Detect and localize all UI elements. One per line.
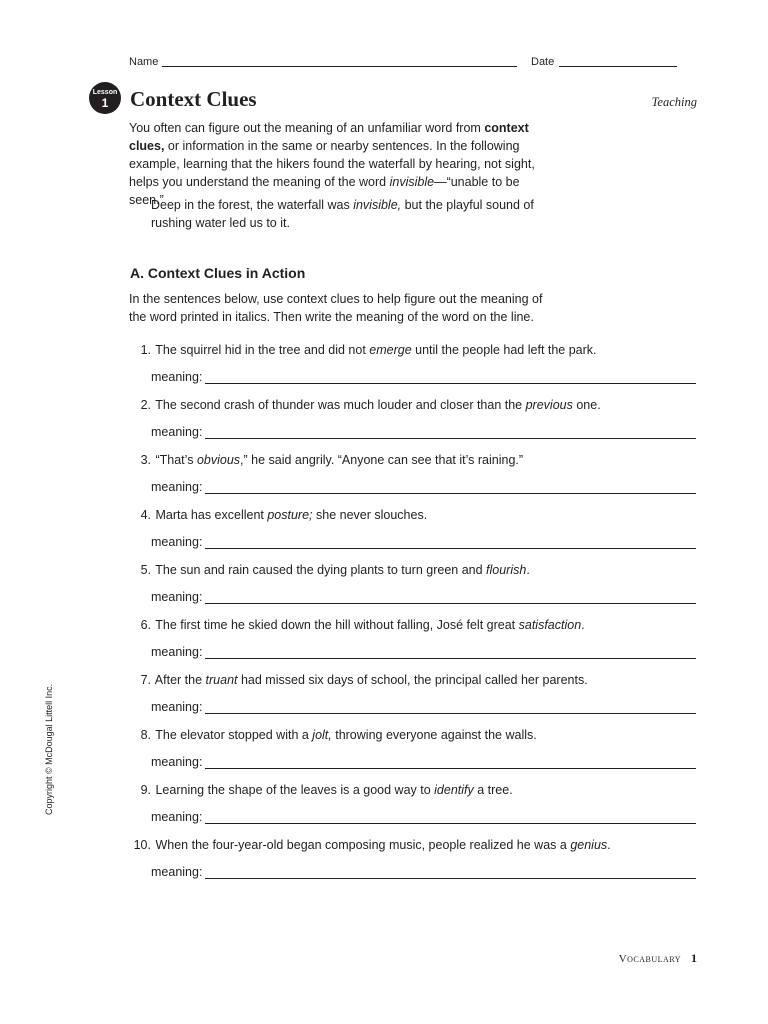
item-target-word: flourish [486,563,527,577]
item-text-after: she never slouches. [312,508,428,522]
item-number: 3. [140,453,151,467]
meaning-answer-line[interactable] [205,371,696,384]
meaning-row [151,700,696,714]
section-instructions: In the sentences below, use context clues to help figure out the meaning of the word printed in italics. Then write the meaning of the word on the line. [129,292,543,324]
meaning-label: meaning: [151,480,203,494]
meaning-label: meaning: [151,755,203,769]
intro-text-2: or information in the same or nearby sentences. In the following example, learning that the hikers found the waterfall by hearing, not sight, helps you understand the meaning of the word [129,139,535,189]
item-text-after: throwing everyone against the walls. [331,728,537,742]
intro-term: context clues, [129,121,529,153]
meaning-answer-line[interactable] [205,481,696,494]
item-number: 1. [140,343,151,357]
item-text-after: one. [572,398,601,412]
item-target-word: previous [525,398,573,412]
meaning-answer-line[interactable] [205,811,696,824]
exercise-item [130,341,700,359]
intro-word: invisible [389,175,435,189]
date-field[interactable] [559,66,677,67]
meaning-label: meaning: [151,810,203,824]
item-number: 6. [140,618,151,632]
item-text-before: The second crash of thunder was much louder and closer than the [155,398,526,412]
intro-text-3: —“unable to be seen.” [129,175,520,207]
exercise-item [130,616,700,634]
item-number: 2. [140,398,151,412]
item-text-after: ,” he said angrily. “Anyone can see that it’s raining.” [240,453,524,467]
item-text-before: When the four-year-old began composing music, people realized he was a [155,838,571,852]
meaning-answer-line[interactable] [205,536,696,549]
meaning-answer-line[interactable] [205,591,696,604]
page-title: Context Clues [130,87,257,111]
meaning-row [151,535,696,549]
footer-label: Vocabulary [618,953,681,965]
date-label: Date [531,56,555,68]
exercise-item [130,726,700,744]
meaning-label: meaning: [151,590,203,604]
meaning-row [151,480,696,494]
item-target-word: emerge [369,343,412,357]
exercise-item [130,671,700,689]
exercise-item [130,836,700,854]
example-text-1: Deep in the forest, the waterfall was [151,198,354,212]
example-sentence [151,196,546,232]
name-field[interactable] [162,66,517,67]
item-text-after: . [526,563,530,577]
item-target-word: genius [570,838,608,852]
item-number: 10. [133,838,151,852]
item-text-before: The first time he skied down the hill without falling, José felt great [155,618,519,632]
example-text-2: but the playful sound of rushing water led us to it. [151,198,534,230]
exercise-item [130,451,700,469]
page-number: 1 [691,951,697,965]
section-heading: A. Context Clues in Action [130,265,306,281]
item-number: 7. [140,673,151,687]
exercise-item [130,781,700,799]
example-word: invisible, [353,198,402,212]
item-target-word: satisfaction [518,618,582,632]
intro-text-1: You often can figure out the meaning of an unfamiliar word from [129,121,485,135]
item-text-before: The elevator stopped with a [155,728,313,742]
meaning-answer-line[interactable] [205,426,696,439]
meaning-label: meaning: [151,865,203,879]
meaning-answer-line[interactable] [205,701,696,714]
meaning-row [151,590,696,604]
meaning-row [151,645,696,659]
name-label: Name [129,56,159,68]
lesson-badge-number: 1 [101,96,109,110]
meaning-answer-line[interactable] [205,756,696,769]
meaning-label: meaning: [151,425,203,439]
item-text-before: The sun and rain caused the dying plants to turn green and [155,563,487,577]
item-text-before: Marta has excellent [155,508,268,522]
meaning-label: meaning: [151,700,203,714]
page-footer [619,951,697,966]
meaning-row [151,370,696,384]
item-text-after: a tree. [473,783,513,797]
item-text-after: had missed six days of school, the principal called her parents. [237,673,588,687]
meaning-label: meaning: [151,645,203,659]
item-target-word: identify [434,783,474,797]
lesson-badge-label: Lesson [92,89,118,96]
item-text-before: After the [154,673,206,687]
meaning-row [151,755,696,769]
meaning-row [151,425,696,439]
item-number: 9. [140,783,151,797]
item-text-before: Learning the shape of the leaves is a good way to [155,783,435,797]
item-number: 4. [140,508,151,522]
item-text-after: until the people had left the park. [411,343,597,357]
item-target-word: jolt, [312,728,332,742]
meaning-answer-line[interactable] [205,866,696,879]
item-target-word: truant [205,673,238,687]
item-target-word: obvious [196,453,241,467]
lesson-tag: Teaching [651,95,697,109]
meaning-label: meaning: [151,370,203,384]
lesson-badge [89,82,121,114]
item-text-after: . [607,838,611,852]
meaning-answer-line[interactable] [205,646,696,659]
exercise-item [130,506,700,524]
item-text-before: “That’s [155,453,197,467]
exercise-item [130,561,700,579]
item-number: 5. [140,563,151,577]
item-target-word: posture; [267,508,313,522]
item-text-after: . [581,618,585,632]
exercise-item [130,396,700,414]
meaning-row [151,865,696,879]
copyright-notice: Copyright © McDougal Littell Inc. [44,683,54,815]
item-number: 8. [140,728,151,742]
item-text-before: The squirrel hid in the tree and did not [155,343,370,357]
meaning-row [151,810,696,824]
meaning-label: meaning: [151,535,203,549]
